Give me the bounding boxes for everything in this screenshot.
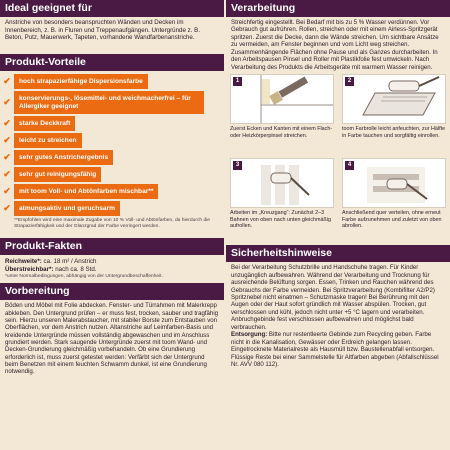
- fakten-note: *unter Normalbedingungen, abhängig von der Untergrundbeschaffenheit.: [5, 274, 163, 280]
- left-column: [0, 0, 224, 376]
- reichweite-label: Reichweite*:: [5, 258, 42, 265]
- benefit-label: mit toom Voll- und Abtönfarben mischbar**: [14, 184, 158, 199]
- reichweite-value: ca. 18 m² / Anstrich: [43, 258, 97, 265]
- verarbeitung-text: Streichfertig eingestellt. Bei Bedarf mit bis zu 5 % Wasser verdünnen. Vor Gebrauch gut aufrühren. Rollen, streichen oder mit einem Airless-Spritzgerät spritzen. Zuerst die Decke, dann die Wände streichen. Um sichtbare Ansätze zu vermeiden, am Fenster beginnen und vom Licht weg streichen. Zusammenhängende Flächen ohne Pause und als Ganzes durcharbeiten. In den Arbeitspausen Pinsel und Roller mit Plastikfolie fest umwickeln. Nach Verarbeitung des Produkts die Arbeitsgeräte mit warmem Wasser reinigen.: [231, 19, 439, 71]
- check-icon: ✔: [3, 97, 11, 107]
- step-1-illustration: [230, 74, 334, 124]
- benefit-label: starke Deckkraft: [14, 116, 75, 131]
- roller-vertical-icon: [231, 159, 333, 207]
- vorbereitung-text: Böden und Möbel mit Folie abdecken. Fenster- und Türrahmen mit Malerkrepp abkleben. Den Untergrund prüfen – er muss fest, trocken, sauber und tragfähig sein. Hierzu unseren Malerabstaucher, mit stabiler Borste zum Entstauben von Oberflächen, vor dem Anstrich nutzen. Altanstriche auf Leimfarben-Basis und kreidende Untergründe müssen vollständig abgewaschen und im Anschluss grundiert werden. Stark saugende Untergründe zuerst mit toom Wand- und Decken-Grundierung gleichmäßig vorbehandeln. Ob eine Grundierung erforderlich ist, muss zuerst getestet werden: Verfärbt sich der Untergrund beim Benetzen mit einem feuchten Schwamm dunkel, ist eine Grundierung notwendig.: [5, 302, 219, 376]
- benefit-label: hoch strapazierfähige Dispersionsfarbe: [14, 74, 148, 89]
- step-number: 1: [233, 77, 242, 86]
- entsorgung-text: Bitte nur restentleerte Gebinde zum Recycling geben. Farbe nicht in die Kanalisation, Gewässer oder Erdreich gelangen lassen. Eingetrocknete Materialreste als Hausmüll bzw. Baustellenabfall entsorgen. Flüssige Reste bei einer Sammelstelle für Altfarben abgeben (Abfallschlüssel Nr. AVV 080 112).: [231, 331, 439, 369]
- benefit-label: konservierungs-, lösemittel- und weichmacherfrei – für Allergiker geeignet: [14, 91, 204, 114]
- benefit-item: [0, 116, 224, 131]
- vorbereitung-header: Vorbereitung: [0, 283, 224, 300]
- benefit-item: [0, 184, 224, 199]
- step-4-caption: Anschließend quer verteilen, ohne erneut Farbe aufzunehmen und zuletzt von oben abrollen.: [342, 210, 442, 230]
- check-icon: ✔: [3, 118, 11, 128]
- vorteile-list: [0, 71, 224, 216]
- vorteile-header: Produkt-Vorteile: [0, 54, 224, 71]
- step-4-illustration: [342, 158, 446, 208]
- sicherheit-text: Bei der Verarbeitung Schutzbrille und Handschuhe tragen. Für Kinder unzugänglich aufbewahren. Während der Verarbeitung und Trocknung für ausreichende Belüftung sorgen. Essen, Trinken und Rauchen während des Gebrauchs der Farbe vermeiden. Bei Spritzverarbeitung (Kombifilter A2/P2) Spritznebel nicht einatmen – Schutzmaske tragen! Bei Berührung mit den Augen oder der Haut sofort gründlich mit Wasser abspülen. Trocken, gut verschlossen und kühl, jedoch nicht unter +5 °C lagern und verarbeiten. Anbruchgebinde fest verschlossen aufbewahren und möglichst bald verbrauchen.: [231, 264, 435, 331]
- step-3: [230, 158, 338, 242]
- benefit-item: [0, 74, 224, 89]
- step-number: 3: [233, 161, 242, 170]
- entsorgung-label: Entsorgung:: [231, 331, 268, 339]
- vorteile-footnote: **Empfohlen wird eine maximale Zugabe von 10 % Voll- und Abtönfarben, da hierdurch die Strapazierfähigkeit und der Glanzgrad der Farbe verringert werden.: [14, 218, 211, 229]
- benefit-item: [0, 167, 224, 182]
- check-icon: ✔: [3, 76, 11, 86]
- steps-grid: [226, 71, 450, 242]
- fakten-reichweite: [0, 255, 224, 266]
- benefit-item: [0, 91, 224, 114]
- right-column: [226, 0, 450, 369]
- check-icon: ✔: [3, 203, 11, 213]
- verarbeitung-header: Verarbeitung: [226, 0, 450, 17]
- step-3-caption: Arbeiten im „Kreuzgang“: Zunächst 2–3 Bahnen von oben nach unten gleichmäßig aufrollen.: [230, 210, 331, 230]
- ideal-text: Anstriche von besonders beanspruchten Wänden und Decken im Innenbereich, z. B. in Fluren und Treppenaufgängen. Untergründe z. B. Beton, Putz, Mauerwerk, Tapeten, vorhandene Wandfarbenanstriche.: [5, 19, 201, 42]
- paint-tray-roller-icon: [343, 75, 445, 123]
- roller-cross-icon: [343, 159, 445, 207]
- benefit-label: atmungsaktiv und geruchsarm: [14, 201, 120, 216]
- trocken-label: Überstreichbar*:: [5, 265, 54, 273]
- benefit-item: [0, 150, 224, 165]
- check-icon: ✔: [3, 135, 11, 145]
- step-1: [230, 74, 338, 158]
- entsorgung-block: [226, 331, 450, 368]
- benefit-label: leicht zu streichen: [14, 133, 82, 148]
- step-2-illustration: [342, 74, 446, 124]
- fakten-header: Produkt-Fakten: [0, 238, 224, 255]
- step-2-caption: toom Farbrolle leicht anfeuchten, zur Hälfte in Farbe tauchen und sorgfältig einrollen.: [342, 126, 446, 139]
- check-icon: ✔: [3, 186, 11, 196]
- ideal-header: Ideal geeignet für: [0, 0, 224, 17]
- trocken-value: nach ca. 8 Std.: [55, 265, 97, 273]
- benefit-label: sehr gut reinigungsfähig: [14, 167, 101, 182]
- step-number: 4: [345, 161, 354, 170]
- step-2: [342, 74, 450, 158]
- check-icon: ✔: [3, 152, 11, 162]
- fakten-trocken: [0, 266, 224, 274]
- benefit-item: [0, 133, 224, 148]
- benefit-item: [0, 201, 224, 216]
- step-1-caption: Zuerst Ecken und Kanten mit einem Flach- oder Heizkörperpinsel streichen.: [230, 126, 333, 139]
- sicherheit-header: Sicherheitshinweise: [226, 245, 450, 262]
- brush-corner-icon: [231, 75, 333, 123]
- step-number: 2: [345, 77, 354, 86]
- check-icon: ✔: [3, 169, 11, 179]
- step-3-illustration: [230, 158, 334, 208]
- step-4: [342, 158, 450, 242]
- benefit-label: sehr gutes Anstrichergebnis: [14, 150, 113, 165]
